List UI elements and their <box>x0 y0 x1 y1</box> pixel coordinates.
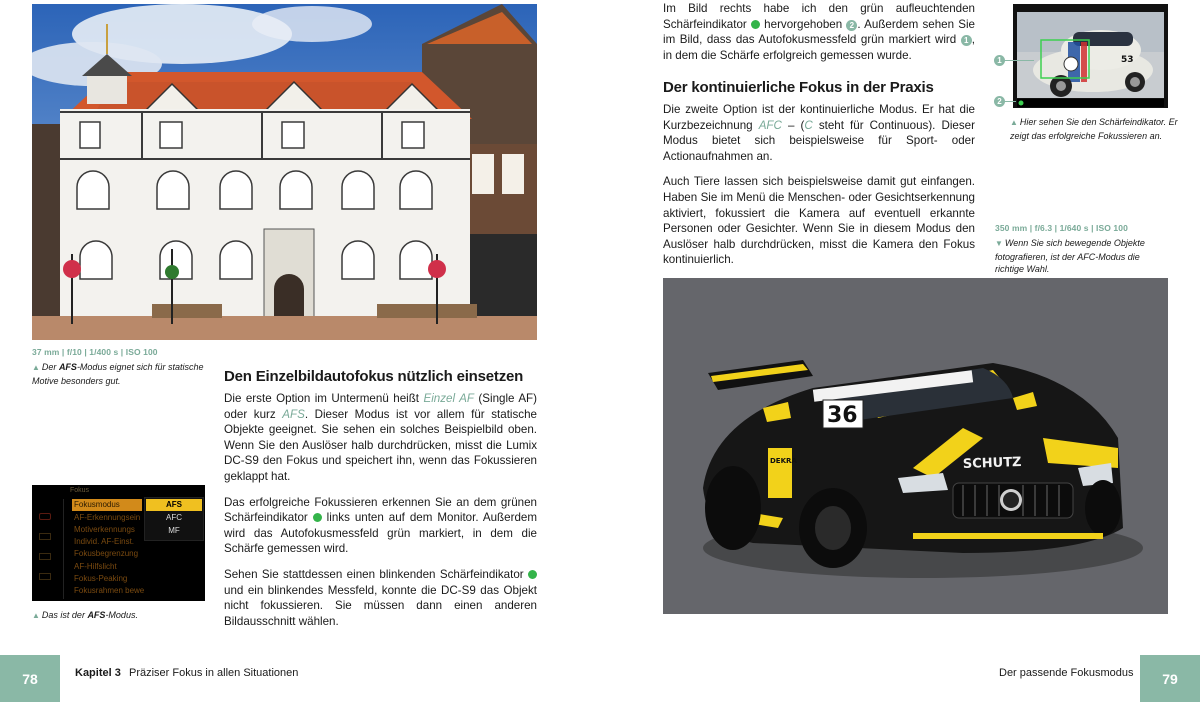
term-c: C <box>804 118 813 132</box>
menu-option-afc[interactable]: AFC <box>166 513 182 522</box>
section-heading-afs: Den Einzelbildautofokus nützlich einsetzen <box>224 368 524 385</box>
right-body-text <box>663 102 975 278</box>
menu-sidebar <box>34 499 64 599</box>
beetle-callout-1-line <box>1004 60 1034 61</box>
left-body-text <box>224 391 537 639</box>
paragraph-afs-intro: Die erste Option im Untermenü heißt Einzel AF (Single AF) oder kurz AFS. Dieser Modus ist vor allem für statische Objekte geeignet. Sie sehen ein solches Beispielbild oben. Wenn Sie den Auslöser halb durchdrücken, misst die Lumix DC-S9 den Fokus und speichert ihn, wenn das Fokussieren geklappt hat. <box>224 392 537 483</box>
right-body-top <box>663 1 975 73</box>
right-page-number: 79 <box>1140 655 1200 702</box>
beetle-camera-screen <box>1013 4 1168 108</box>
focus-indicator-icon <box>313 513 322 522</box>
paragraph-afs-fail: Sehen Sie stattdessen einen blinkenden Schärfeindikator und ein blinkendes Messfeld, konnte die DC-S9 das Objekt nicht fokussieren. Sie müssen dann einen anderen Bildausschnitt wählen. <box>224 567 537 628</box>
focus-indicator-icon <box>751 20 760 29</box>
caption-triangle-icon: ▲ <box>1010 118 1018 127</box>
term-einzel-af: Einzel AF <box>423 392 474 405</box>
paragraph-afc-intro: Die zweite Option ist der kontinuierliche Modus. Er hat die Kurzbezeichnung AFC – (C steht für Continuous). Dieser Modus bietet sich beispielsweise für Sport- oder Actionaufnahmen an. <box>663 103 975 163</box>
race-car-number: 36 <box>827 403 858 428</box>
menu-item-3[interactable]: Individ. AF-Einst. <box>74 537 135 546</box>
menu-item-0[interactable]: Fokusmodus <box>72 499 142 511</box>
race-car-logo: DEKRA <box>770 457 797 465</box>
term-afs: AFS <box>282 407 305 421</box>
camera-menu-screenshot <box>32 485 205 601</box>
section-heading-afc: Der kontinuierliche Fokus in der Praxis <box>663 79 934 96</box>
race-caption: ▼ Wenn Sie sich bewegende Objekte fotografieren, ist der AFC-Modus die richtige Wahl. <box>995 238 1145 274</box>
callout-number-2: 2 <box>846 20 857 31</box>
callout-number-1: 1 <box>961 35 972 46</box>
menu-item-7[interactable]: Fokusrahmen bewe <box>74 586 145 595</box>
menu-item-5[interactable]: AF-Hilfslicht <box>74 562 117 571</box>
race-car-photo <box>663 278 1168 614</box>
menu-item-1[interactable]: AF-Erkennungsein <box>74 513 141 522</box>
beetle-callout-2: 2 <box>994 96 1005 107</box>
caption-mode: AFS <box>58 362 77 372</box>
left-page-number: 78 <box>0 655 60 702</box>
race-car-brand: SCHUTZ <box>962 454 1022 472</box>
beetle-number: 53 <box>1121 55 1134 65</box>
paragraph-afs-success: Das erfolgreiche Fokussieren erkennen Sie an dem grünen Schärfeindikator links unten auf dem Monitor. Außerdem wird das Autofokusmessfeld grün markiert, in dem die Schärfe gemessen wird. <box>224 495 538 556</box>
section-title: Der passende Fokusmodus <box>999 667 1134 679</box>
building-caption: ▲ Der AFS-Modus eignet sich für statische Motive besonders gut. <box>32 362 204 386</box>
menu-item-2[interactable]: Motiverkennungs <box>74 525 135 534</box>
building-photo <box>32 4 537 340</box>
menu-item-4[interactable]: Fokusbegrenzung <box>74 549 139 558</box>
chapter-title: Präziser Fokus in allen Situationen <box>129 667 299 679</box>
race-photo-meta: 350 mm | f/6.3 | 1/640 s | ISO 100 <box>995 223 1128 233</box>
menu-option-afs[interactable]: AFS <box>146 499 202 511</box>
chapter-label: Kapitel 3 <box>75 667 121 679</box>
term-afc: AFC <box>758 118 782 132</box>
beetle-callout-1: 1 <box>994 55 1005 66</box>
menu-caption: ▲ Das ist der AFS-Modus. <box>32 610 138 620</box>
caption-triangle-icon: ▲ <box>32 363 40 372</box>
focus-indicator-icon <box>528 570 537 579</box>
caption-triangle-icon: ▲ <box>32 611 40 620</box>
paragraph-afc-detail: Auch Tiere lassen sich beispielsweise damit gut einfangen. Haben Sie im Menü die Menschen- oder Gesichtserkennung aktiviert, fokussiert die Kamera auf eventuell erkannte Personen oder Gesichter. Wenn Sie in diesem Modus den Auslöser halb durchdrücken, misst die Kamera den Fokus kontinuierlich. <box>663 175 975 267</box>
building-photo-meta: 37 mm | f/10 | 1/400 s | ISO 100 <box>32 347 158 357</box>
caption-triangle-down-icon: ▼ <box>995 239 1003 248</box>
beetle-callout-2-line <box>1004 101 1016 102</box>
beetle-caption: ▲ Hier sehen Sie den Schärfeindikator. Er zeigt das erfolgreiche Fokussieren an. <box>1010 117 1178 141</box>
menu-title: Fokus <box>70 487 90 494</box>
menu-item-6[interactable]: Fokus-Peaking <box>74 574 128 583</box>
menu-option-mf[interactable]: MF <box>168 526 180 535</box>
paragraph-indicator: Im Bild rechts habe ich den grün aufleuchtenden Schärfeindikator hervorgehoben 2 . Außerdem sehen Sie im Bild, dass das Autofokusmessfeld grün markiert wird 1 , in dem die Schärfe erfolgreich gemessen wurde. <box>663 2 976 62</box>
